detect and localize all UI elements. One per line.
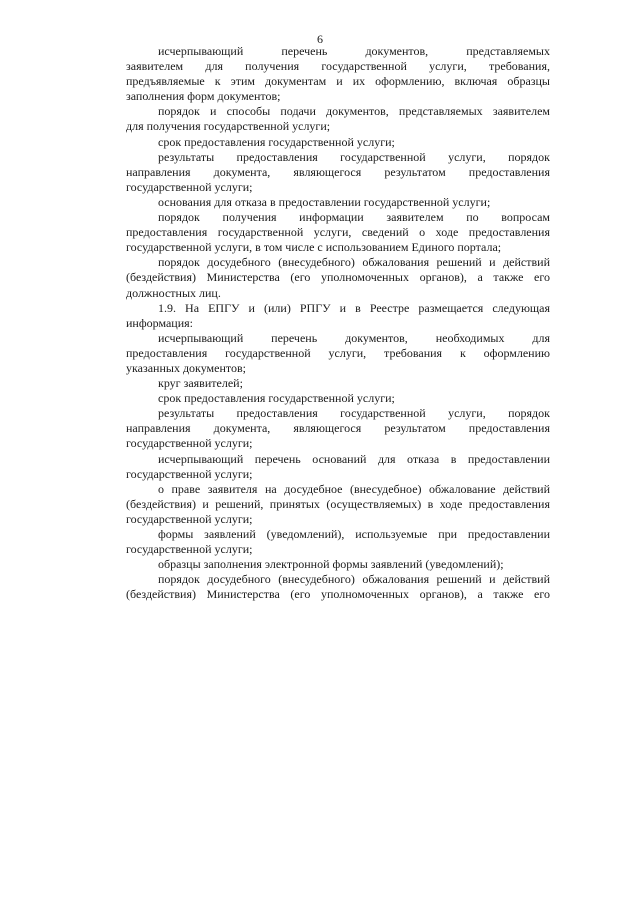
text-line: государственной услуги; [126, 179, 253, 194]
text-line: о праве заявителя на досудебное (внесудебное) обжалование действий [158, 481, 550, 496]
text-line: исчерпывающий перечень оснований для отказа в предоставлении [158, 451, 550, 466]
text-line: предоставления государственной услуги, сведений о ходе предоставления [126, 225, 550, 240]
text-line: результаты предоставления государственной услуги, порядок [158, 406, 550, 421]
text-line: заполнения форм документов; [126, 89, 281, 104]
text-line: для получения государственной услуги; [126, 119, 331, 134]
text-line: порядок досудебного (внесудебного) обжалования решений и действий [158, 572, 550, 587]
document-body [126, 44, 550, 602]
text-line: предъявляемые к этим документам и их оформлению, включая образцы [126, 74, 550, 89]
text-line: исчерпывающий перечень документов, представляемых [158, 44, 550, 58]
text-line: должностных лиц. [126, 285, 221, 300]
text-line: государственной услуги, в том числе с использованием Единого портала; [126, 240, 502, 255]
text-line: государственной услуги; [126, 511, 253, 526]
text-line: заявителем для получения государственной услуги, требования, [126, 59, 550, 74]
text-line: круг заявителей; [158, 376, 243, 391]
text-line: направления документа, являющегося результатом предоставления [126, 164, 550, 179]
text-line: порядок досудебного (внесудебного) обжалования решений и действий [158, 255, 550, 270]
text-line: срок предоставления государственной услуги; [158, 134, 395, 149]
text-line: государственной услуги; [126, 466, 253, 481]
text-line: порядок получения информации заявителем по вопросам [158, 210, 550, 225]
text-line: образцы заполнения электронной формы заявлений (уведомлений); [158, 557, 504, 572]
text-line: информация: [126, 315, 193, 330]
text-line: срок предоставления государственной услуги; [158, 391, 395, 406]
text-line: (бездействия) Министерства (его уполномоченных органов), а также его [126, 270, 550, 285]
text-line: порядок и способы подачи документов, представляемых заявителем [158, 104, 550, 119]
text-line: основания для отказа в предоставлении государственной услуги; [158, 194, 491, 209]
text-line: государственной услуги; [126, 542, 253, 557]
text-line: (бездействия) Министерства (его уполномоченных органов), а также его [126, 587, 550, 602]
text-line: 1.9. На ЕПГУ и (или) РПГУ и в Реестре размещается следующая [158, 300, 550, 315]
text-line: исчерпывающий перечень документов, необходимых для [158, 330, 550, 345]
text-line: результаты предоставления государственной услуги, порядок [158, 149, 550, 164]
text-line: предоставления государственной услуги, требования к оформлению [126, 345, 550, 360]
text-line: (бездействия) и решений, принятых (осуществляемых) в ходе предоставления [126, 496, 550, 511]
page-number: 6 [317, 32, 323, 46]
text-line: направления документа, являющегося результатом предоставления [126, 421, 550, 436]
text-line: указанных документов; [126, 360, 246, 375]
text-line: государственной услуги; [126, 436, 253, 451]
text-line: формы заявлений (уведомлений), используемые при предоставлении [158, 527, 550, 541]
